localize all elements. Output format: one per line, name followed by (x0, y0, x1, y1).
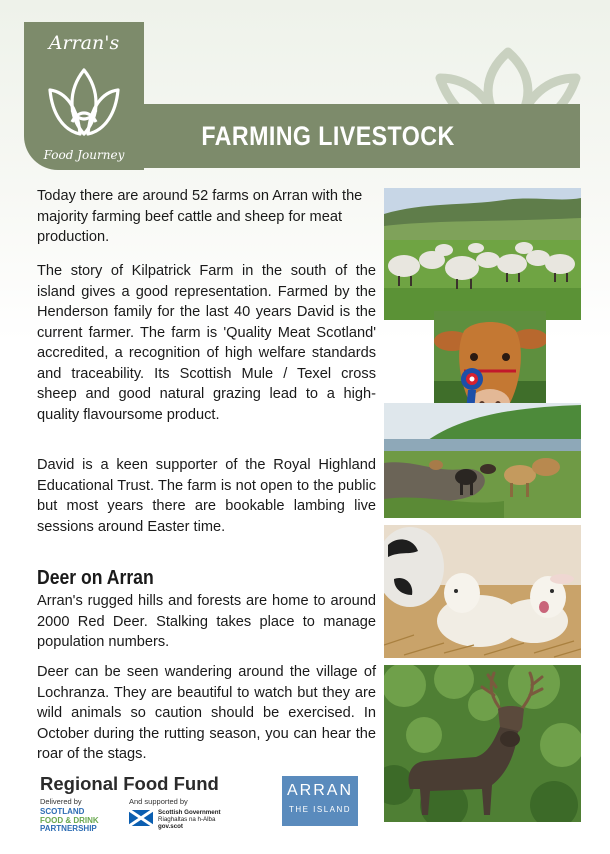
delivered-by-label: Delivered by (40, 797, 82, 806)
deer-paragraph: Arran's rugged hills and forests are home to around 2000 Red Deer. Stalking takes place to manage population numbers. (37, 593, 376, 650)
red-deer-stag-photo (384, 665, 581, 822)
arrans-food-journey-logo (24, 22, 144, 170)
saltire-flag-icon (129, 810, 153, 826)
kilpatrick-paragraph: The story of Kilpatrick Farm in the south of the island gives a good representation. Farmed by the Henderson family for the last 40 years David is the current farmer. The farm is 'Quality Meat Scotland' accredited, a recognition of high welfare standards and traceability. Its Scottish Mule / Texel cross sheep and good natural grazing lead to a high-quality flavoursome product. (37, 263, 376, 423)
logo-title: Arran's (48, 32, 120, 54)
lochranza-paragraph: Deer can be seen wandering around the village of Lochranza. They are beautiful to watch but they are wild animals so caution should be exercised. In October during the rutting season, you can hear the roar of the stags. (37, 664, 376, 762)
intro-paragraph: Today there are around 52 farms on Arran with the majority farming beef cattle and sheep for meat production. (37, 188, 363, 245)
govt-line-3: gov.scot (158, 823, 183, 830)
trust-paragraph: David is a keen supporter of the Royal Highland Educational Trust. The farm is not open to the public but most years there are bookable lambing live sessions around Easter time. (37, 457, 376, 535)
deer-heading: Deer on Arran (37, 567, 154, 589)
arran-logo-name: ARRAN (286, 782, 353, 799)
arran-logo-sub: THE ISLAND (288, 805, 352, 814)
sfd-line-3: PARTNERSHIP (40, 824, 97, 833)
scotland-food-drink-logo (40, 808, 110, 834)
sfd-line-2: FOOD & DRINK (40, 815, 99, 825)
arran-the-island-logo (282, 776, 358, 826)
coastal-cattle-photo (384, 403, 581, 518)
supported-by-label: And supported by (129, 797, 188, 806)
regional-food-fund-title: Regional Food Fund (40, 773, 219, 794)
page-title: FARMING LIVESTOCK (201, 120, 455, 151)
govt-line-1: Scottish Government (158, 809, 221, 816)
scottish-government-logo (158, 809, 238, 830)
sfd-line-1: SCOTLAND (40, 807, 85, 816)
lambs-photo (384, 525, 581, 658)
lotus-knot-icon (46, 60, 122, 140)
logo-subtitle: Food Journey (43, 148, 125, 162)
govt-line-2: Riaghaltas na h-Alba (158, 816, 216, 823)
sheep-flock-photo (384, 188, 581, 320)
